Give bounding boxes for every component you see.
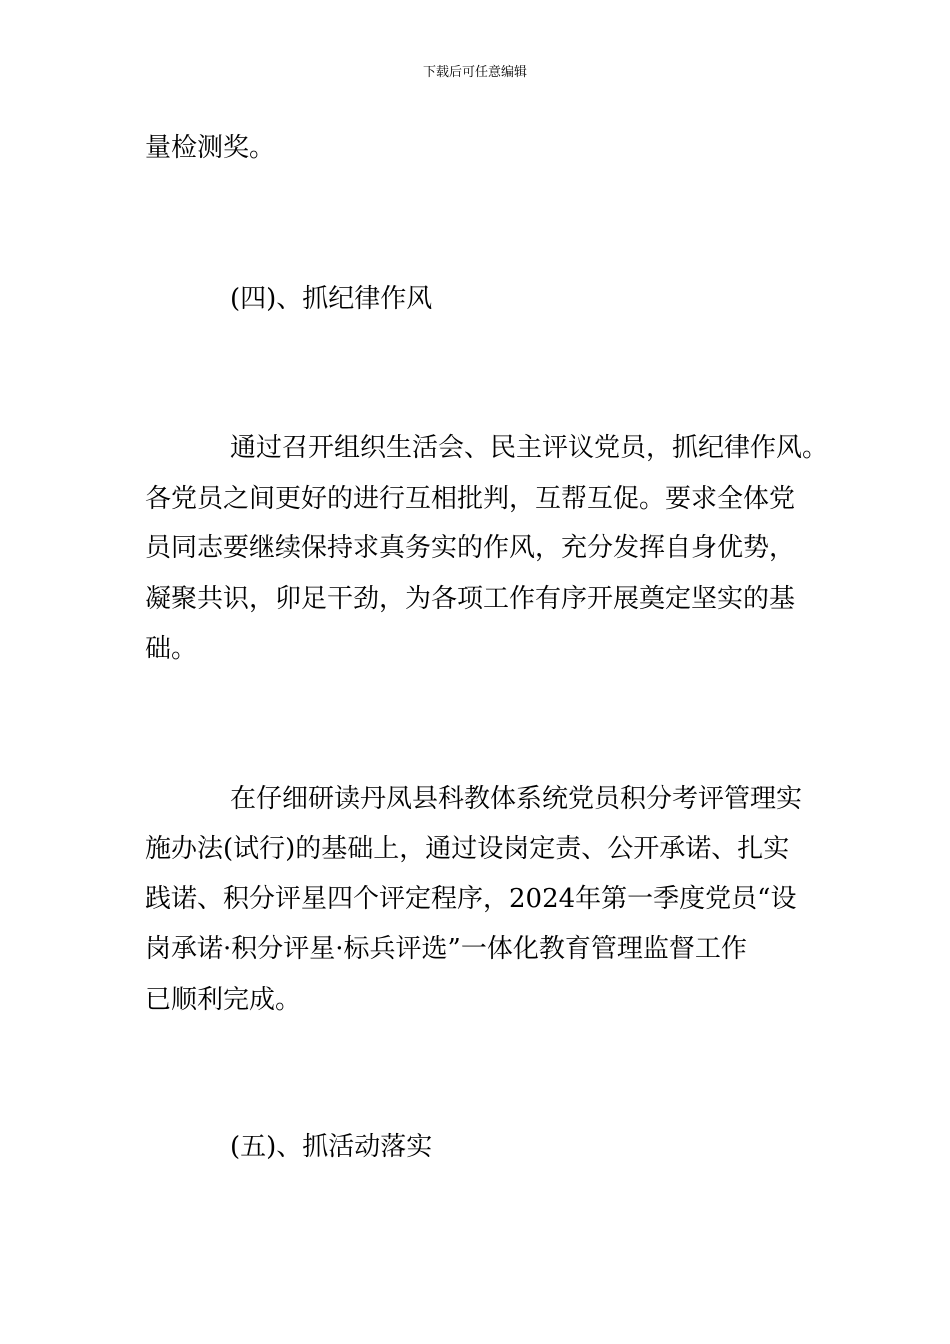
paragraph-line: 在仔细研读丹凤县科教体系统党员积分考评管理实	[230, 784, 803, 814]
section-heading-four: (四)、抓纪律作风	[230, 284, 433, 314]
section-heading-five: (五)、抓活动落实	[230, 1132, 433, 1162]
paragraph-line: 通过召开组织生活会、民主评议党员，抓纪律作风。	[230, 433, 829, 463]
paragraph-line: 凝聚共识，卯足干劲，为各项工作有序开展奠定坚实的基	[145, 584, 796, 614]
paragraph-line: 已顺利完成。	[145, 985, 302, 1015]
paragraph-line: 施办法(试行)的基础上，通过设岗定责、公开承诺、扎实	[145, 834, 790, 864]
paragraph-line-continuation: 量检测奖。	[145, 133, 276, 163]
paragraph-line: 践诺、积分评星四个评定程序，2024年第一季度党员“设	[145, 884, 797, 914]
paragraph-line: 员同志要继续保持求真务实的作风，充分发挥自身优势，	[145, 533, 796, 563]
paragraph-line: 岗承诺·积分评星·标兵评选”一体化教育管理监督工作	[145, 934, 747, 964]
header-note: 下载后可任意编辑	[422, 65, 527, 80]
paragraph-line: 各党员之间更好的进行互相批判，互帮互促。要求全体党	[145, 484, 796, 514]
paragraph-line: 础。	[145, 634, 198, 664]
